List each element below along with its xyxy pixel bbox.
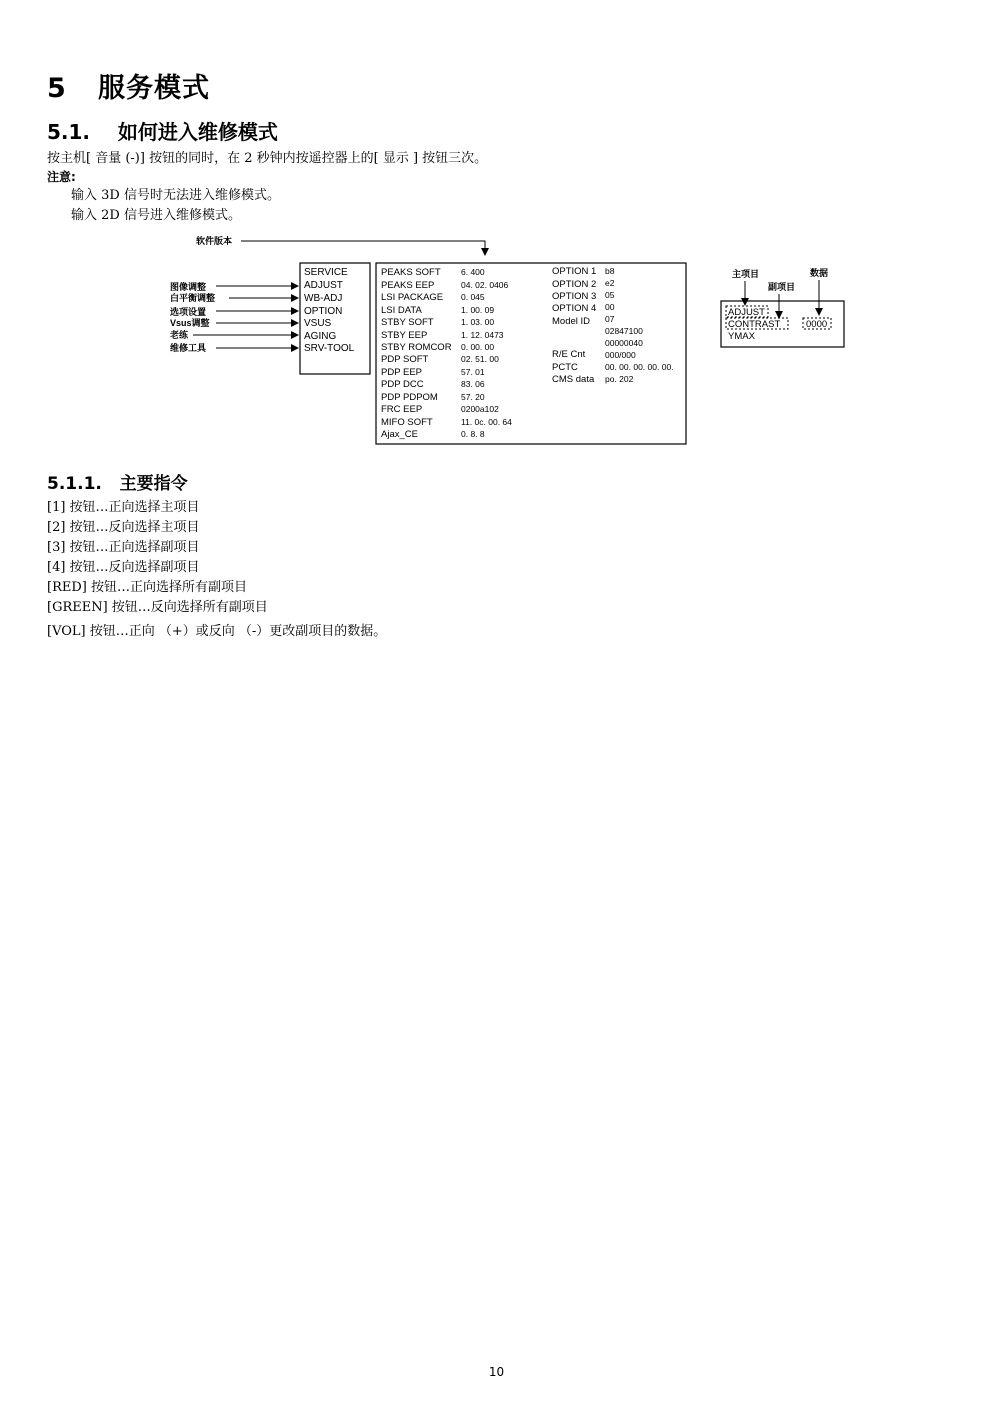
menu-item: AGING	[304, 331, 337, 342]
option-name: OPTION 3	[552, 291, 597, 302]
version-value: 04. 02. 0406	[461, 280, 509, 290]
option-name: OPTION 1	[552, 266, 597, 277]
left-label: 维修工具	[170, 343, 207, 353]
version-value: 83. 06	[461, 379, 485, 389]
option-name: OPTION 2	[552, 279, 597, 290]
version-name: STBY SOFT	[381, 317, 434, 328]
software-version-arrow	[241, 241, 485, 255]
counter-value: 00. 00. 00. 00. 00.	[605, 362, 674, 372]
legend-box-value: 0000	[806, 319, 828, 330]
version-name: MIFO SOFT	[381, 417, 433, 428]
left-label: 白平衡调整	[170, 293, 216, 303]
version-name: STBY EEP	[381, 330, 428, 341]
menu-item: VSUS	[304, 318, 332, 329]
left-label: 老练	[170, 330, 189, 340]
option-value: b8	[605, 266, 615, 276]
software-version-label: 软件版本	[196, 236, 233, 246]
option-value: 00	[605, 302, 615, 312]
chapter-title: 服务模式	[98, 73, 210, 104]
command-line: [VOL] 按钮…正向 （+）或反向 （-）更改副项目的数据。	[47, 624, 387, 639]
menu-item: SERVICE	[304, 267, 348, 278]
version-name: Ajax_CE	[381, 429, 418, 440]
menu-item: SRV-TOOL	[304, 343, 355, 354]
version-name: PDP DCC	[381, 379, 424, 390]
service-menu-diagram	[0, 0, 993, 460]
note-label: 注意:	[47, 170, 76, 184]
page-number: 10	[488, 1365, 505, 1379]
version-name: FRC EEP	[381, 404, 423, 415]
option-name: Model ID	[552, 316, 591, 327]
version-value: 1. 00. 09	[461, 305, 495, 315]
left-label: Vsus调整	[170, 318, 210, 328]
menu-item: OPTION	[304, 306, 343, 317]
subsection-heading	[47, 469, 188, 494]
version-value: 57. 01	[461, 367, 485, 377]
version-name: PDP EEP	[381, 367, 423, 378]
counter-name: PCTC	[552, 362, 578, 373]
section-number: 5.1.	[47, 120, 91, 144]
version-value: 02. 51. 00	[461, 354, 499, 364]
version-name: STBY ROMCOR	[381, 342, 452, 353]
command-line: [RED] 按钮…正向选择所有副项目	[47, 580, 247, 595]
legend-box-line: YMAX	[728, 331, 755, 342]
option-value: e2	[605, 278, 615, 288]
counter-name: CMS data	[552, 374, 595, 385]
version-value: 0. 00. 00	[461, 342, 495, 352]
version-name: PEAKS EEP	[381, 280, 435, 291]
note-line: 输入 3D 信号时无法进入维修模式。	[71, 188, 280, 203]
command-line: [1] 按钮…正向选择主项目	[47, 500, 200, 515]
left-label: 图像调整	[170, 282, 207, 292]
legend-sub-item-label: 副项目	[768, 282, 796, 292]
menu-item: WB-ADJ	[304, 293, 343, 304]
section-title: 如何进入维修模式	[117, 120, 278, 144]
legend-box-line: ADJUST	[728, 307, 765, 318]
counter-name: R/E Cnt	[552, 349, 586, 360]
extra-value: 00000040	[605, 338, 643, 348]
version-value: 0. 8. 8	[461, 429, 485, 439]
menu-item: ADJUST	[304, 280, 343, 291]
extra-value: 02847100	[605, 326, 643, 336]
subsection-title: 主要指令	[119, 474, 188, 494]
chapter-number: 5	[47, 73, 67, 104]
version-name: LSI PACKAGE	[381, 292, 444, 303]
option-value: 07	[605, 314, 615, 324]
version-value: 0. 045	[461, 292, 485, 302]
command-line: [GREEN] 按钮…反向选择所有副项目	[47, 600, 268, 615]
counter-value: 000/000	[605, 350, 636, 360]
left-label: 选项设置	[170, 307, 207, 317]
option-value: 05	[605, 290, 615, 300]
intro-paragraph: 按主机[ 音量 (-)] 按钮的同时，在 2 秒钟内按遥控器上的[ 显示 ] 按钮三次。	[47, 151, 488, 166]
counter-value: po. 202	[605, 374, 634, 384]
legend-data-label: 数据	[810, 268, 829, 278]
version-value: 57. 20	[461, 392, 485, 402]
legend-box-line: CONTRAST	[728, 319, 781, 330]
version-name: LSI DATA	[381, 305, 422, 316]
version-value: 1. 12. 0473	[461, 330, 504, 340]
option-name: OPTION 4	[552, 303, 597, 314]
legend-main-item-label: 主项目	[732, 269, 760, 279]
subsection-number: 5.1.1.	[47, 474, 102, 494]
version-name: PEAKS SOFT	[381, 267, 441, 278]
command-line: [3] 按钮…正向选择副项目	[47, 540, 200, 555]
version-value: 6. 400	[461, 267, 485, 277]
command-line: [4] 按钮…反向选择副项目	[47, 560, 200, 575]
version-value: 0200a102	[461, 404, 499, 414]
version-name: PDP PDPOM	[381, 392, 438, 403]
command-line: [2] 按钮…反向选择主项目	[47, 520, 200, 535]
version-name: PDP SOFT	[381, 354, 429, 365]
version-value: 11. 0c. 00. 64	[461, 417, 512, 427]
version-value: 1. 03. 00	[461, 317, 495, 327]
note-line: 输入 2D 信号进入维修模式。	[71, 208, 241, 223]
